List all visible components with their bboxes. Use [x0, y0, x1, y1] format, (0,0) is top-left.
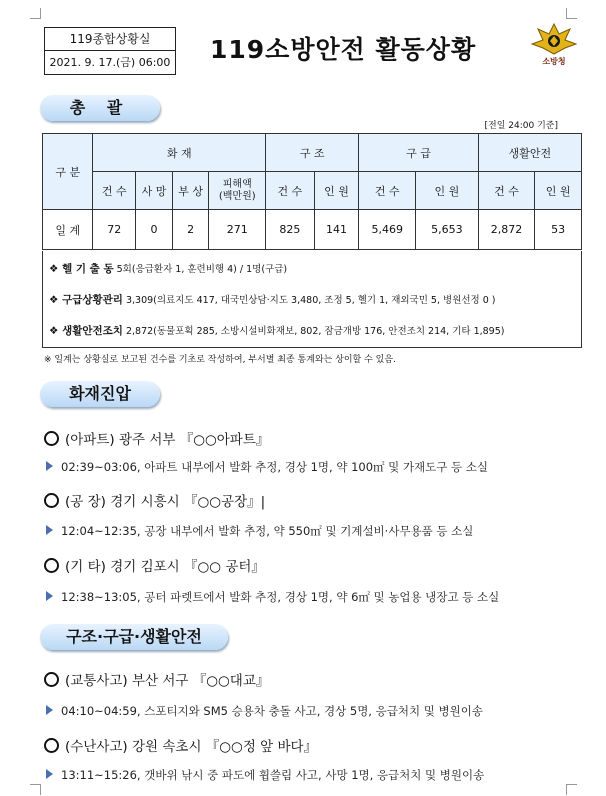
incident-detail: [46, 523, 473, 539]
detail-text: 2,872(동물포획 285, 소방시설비화재보, 802, 잠금개방 176, 안전조치 214, 기타 1,895): [125, 326, 505, 337]
fire-section-label: 화재진압: [40, 381, 160, 407]
triangle-bullet-icon: [46, 591, 53, 601]
incident-detail: [46, 589, 499, 605]
incident-detail-text: 02:39~03:06, 아파트 내부에서 발화 추정, 경상 1명, 약 100㎡ 및 가재도구 등 소실: [61, 460, 489, 474]
crop-mark: [30, 8, 41, 19]
table-cell: 825: [266, 210, 315, 250]
table-cell: 53: [535, 210, 582, 250]
incident-detail: [46, 767, 484, 783]
circle-bullet-icon: [44, 558, 59, 573]
as-of-label: [전일 24:00 기준]: [484, 121, 558, 131]
incident-detail-text: 12:38~13:05, 공터 파렛트에서 발화 추정, 경상 1명, 약 6㎡ 및 농업용 냉장고 등 소실: [61, 590, 500, 604]
table-cell: 2: [172, 210, 209, 250]
detail-text: 3,309(의료지도 417, 대국민상담·지도 3,480, 조정 5, 헬기 1, 재외국민 5, 병원선정 0 ): [125, 295, 496, 306]
circle-bullet-icon: [44, 672, 59, 687]
incident-title-text: (수난사고) 강원 속초시 『○○정 앞 바다』: [65, 739, 318, 755]
incident-detail: [46, 459, 488, 475]
table-cell: 5,653: [416, 210, 479, 250]
triangle-bullet-icon: [46, 525, 53, 535]
table-cell: 0: [136, 210, 173, 250]
col-header: 인 원: [416, 172, 479, 210]
triangle-bullet-icon: [46, 769, 53, 779]
incident-detail: [46, 703, 483, 719]
group-header-ems: 구 급: [359, 134, 478, 172]
detail-helicopter: [49, 261, 287, 276]
incident-title: [44, 735, 317, 755]
detail-text: 5회(응급환자 1, 훈련비행 4) / 1명(구급): [116, 264, 288, 275]
crop-mark: [30, 784, 41, 795]
col-header: 건 수: [478, 172, 535, 210]
incident-detail-text: 12:04~12:35, 공장 내부에서 발화 추정, 약 550㎡ 및 기계설비·사무용품 등 소실: [61, 524, 474, 538]
detail-label: ❖ 헬 기 출 동: [49, 263, 114, 275]
circle-bullet-icon: [44, 738, 59, 753]
col-header: 인 원: [535, 172, 582, 210]
crop-mark: [566, 784, 577, 795]
incident-title: [44, 669, 269, 689]
incident-title-text: (아파트) 광주 서부 『○○아파트』: [65, 432, 270, 448]
detail-safety-actions: [49, 323, 504, 338]
fire-agency-logo: [528, 20, 580, 68]
incident-detail-text: 13:11~15:26, 갯바위 낚시 중 파도에 휩쓸림 사고, 사망 1명, 응급처치 및 병원이송: [61, 768, 485, 782]
table-cell: 5,469: [359, 210, 416, 250]
col-header: 건 수: [266, 172, 315, 210]
page-title: 119소방안전 활동상황: [210, 35, 477, 64]
triangle-bullet-icon: [46, 461, 53, 471]
incident-detail-text: 04:10~04:59, 스포티지와 SM5 승용차 충돌 사고, 경상 5명, 응급처치 및 병원이송: [61, 704, 483, 718]
detail-label: ❖ 구급상황관리: [49, 294, 123, 306]
table-cell: 72: [93, 210, 136, 250]
col-header: 피해액 (백만원): [209, 172, 266, 210]
crop-mark: [566, 8, 577, 19]
col-header: 건 수: [359, 172, 416, 210]
detail-ems-management: [49, 292, 496, 307]
report-datetime: 2021. 9. 17.(금) 06:00: [49, 56, 171, 69]
logo-text: 소방청: [542, 57, 566, 66]
row-label: 일 계: [43, 210, 93, 250]
col-header: 부 상: [172, 172, 209, 210]
summary-section-label: 총 괄: [40, 95, 160, 121]
detail-label: ❖ 생활안전조치: [49, 325, 123, 337]
circle-bullet-icon: [44, 431, 59, 446]
footnote: ※ 일계는 상황실로 보고된 건수를 기초로 작성하여, 부서별 최종 통계와는 상이할 수 있음.: [44, 355, 396, 365]
corner-header: 구 분: [43, 134, 93, 210]
circle-bullet-icon: [44, 493, 59, 508]
col-header: 건 수: [93, 172, 136, 210]
triangle-bullet-icon: [46, 705, 53, 715]
group-header-safety: 생활안전: [478, 134, 581, 172]
incident-title-text: (교통사고) 부산 서구 『○○대교』: [65, 673, 270, 689]
col-header: 인 원: [314, 172, 359, 210]
group-header-rescue: 구 조: [266, 134, 359, 172]
group-header-fire: 화 재: [93, 134, 266, 172]
report-header-box: [44, 27, 176, 75]
table-cell: 141: [314, 210, 359, 250]
office-name: 119종합상황실: [45, 28, 175, 51]
incident-title: [44, 428, 269, 448]
summary-table: [42, 133, 582, 250]
table-cell: 271: [209, 210, 266, 250]
incident-title: [44, 490, 265, 510]
col-header: 사 망: [136, 172, 173, 210]
incident-title-text: (기 타) 경기 김포시 『○○ 공터』: [65, 559, 265, 575]
summary-details: [42, 251, 582, 348]
rescue-section-label: 구조·구급·생활안전: [40, 624, 228, 650]
table-cell: 2,872: [478, 210, 535, 250]
incident-title-text: (공 장) 경기 시흥시 『○○공장』|: [65, 494, 266, 510]
incident-title: [44, 555, 265, 575]
